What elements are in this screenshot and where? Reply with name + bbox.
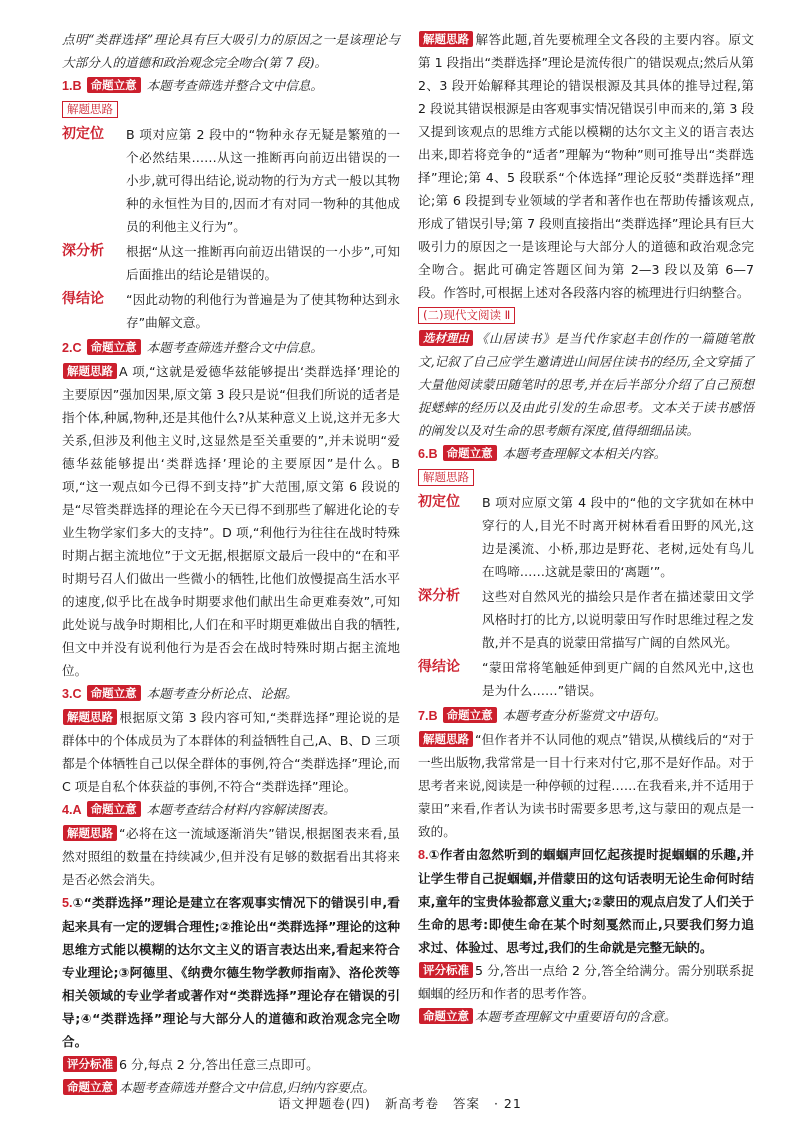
step-text: B 项对应原文第 4 段中的“他的文字犹如在林中穿行的人,目光不时离开树林看看田野的风光,这边是溪流、小桥,那边是野花、老树,远处有鸟儿在鸣啼……这就是蒙田的‘离题’”。 [482,495,754,579]
page-number: · 21 [493,1096,522,1111]
left-column [62,28,400,1099]
question-number: 5. [62,896,73,910]
step-label: 深分析 [418,588,460,604]
question-1 [62,74,400,98]
tag-mingti: 命题立意 [443,445,497,461]
question-number: 3.C [62,687,82,701]
intro-text: 点明“类群选择”理论具有巨大吸引力的原因之一是该理论与大部分人的道德和政治观念完全吻合(第 7 段)。 [62,32,400,70]
tag-text: 本题考查结合材料内容解读图表。 [146,802,336,817]
step-text: 根据“从这一推断再向前迈出错误的一小步”,可知后面推出的结论是错误的。 [126,244,400,282]
q8-intent [418,1005,754,1028]
q1-step-1 [62,123,400,238]
q2-analysis [62,360,400,682]
question-7 [418,704,754,728]
section-heading-line [418,304,754,327]
tag-jieti: 解题思路 [62,101,118,118]
step-text: 这些对自然风光的描绘只是作者在描述蒙田文学风格时打的比方,以说明蒙田写作时思维过程之发散,并不是真的说蒙田常描写广阔的自然风光。 [482,589,754,650]
question-number: 1.B [62,79,82,93]
question-8 [418,843,754,959]
tag-mingti: 命题立意 [87,77,141,93]
tag-jieti: 解题思路 [63,709,117,725]
step-text: “因此动物的利他行为普遍是为了使其物种达到永存”曲解文意。 [126,292,400,330]
step-label: 深分析 [62,243,104,259]
tag-jieti: 解题思路 [63,363,117,379]
section-heading: (二)现代文阅读 Ⅱ [418,307,515,324]
tag-jieti: 解题思路 [419,31,473,47]
question-4 [62,798,400,822]
q3-analysis [62,706,400,798]
tag-xuancai: 选材理由 [419,330,473,346]
score-text: 5 分,答出一点给 2 分,答全给满分。需分别联系捉蝈蝈的经历和作者的思考作答。 [418,963,754,1001]
analysis-text: 解答此题,首先要梳理全文各段的主要内容。原文第 1 段指出“类群选择”理论是流传很广的错误观点;然后从第 2、3 段开始解释其理论的错误根源及其具体的推导过程,第 2 段说其错误根源是由客观事实情况错误引申而来的,第 3 段又提到该观点的思维方式能以模糊的达尔文主义的语言表达出来,即若将竞争的“适者”理解为“物种”则可推导出“类群选择”理论;第 4、5 段联系“个体选择”理论反驳“类群选择”理论;第 6 段提到专业领域的学者和著作也在帮助传播该观点,形成了错误引导;第 7 段则直接指出“类群选择”理论具有巨大吸引力的原因之一是该理论与大部分人的道德和政治观念完全吻合。据此可确定答题区间为第 2—3 段以及第 6—7 段。作答时,可根据上述对各段落内容的梳理进行归纳整合。 [418,32,754,300]
question-number: 6.B [418,447,438,461]
q4-analysis [62,822,400,891]
answer-text: ①“类群选择”理论是建立在客观事实情况下的错误引申,看起来具有一定的逻辑合理性;②推论出“类群选择”理论的这种思维方式能以模糊的达尔文主义的语言表达出来,看起来符合专业理论;③阿德里、《纳费尔德生物学教师指南》、洛伦茨等相关领域的专业学者或著作对“类群选择”理论存在错误的引导;④“类群选择”理论与大部分人的道德和政治观念完全吻合。 [62,895,400,1049]
q5-tail-analysis [418,28,754,304]
footer-subtitle: 新高考卷 [384,1096,439,1111]
question-3 [62,682,400,706]
right-column [418,28,754,1028]
score-text: 6 分,每点 2 分,答出任意三点即可。 [119,1057,319,1072]
step-label: 初定位 [62,126,104,142]
q8-score [418,959,754,1005]
tag-mingti: 命题立意 [443,707,497,723]
tag-mingti: 命题立意 [63,1079,117,1095]
tag-text: 本题考查分析论点、论据。 [146,686,298,701]
tag-text: 本题考查筛选并整合文中信息。 [146,340,323,355]
step-label: 得结论 [62,291,104,307]
tag-jieti: 解题思路 [63,825,117,841]
q1-step-3 [62,288,400,334]
tag-mingti: 命题立意 [87,339,141,355]
question-6 [418,442,754,466]
page-footer [0,1094,800,1112]
q6-subtag-line [418,466,754,489]
footer-title: 语文押题卷(四) [278,1096,371,1111]
question-2 [62,336,400,360]
q6-step-2 [418,585,754,654]
answer-text: ①作者由忽然听到的蝈蝈声回忆起孩提时捉蝈蝈的乐趣,并让学生带自己捉蝈蝈,并借蒙田的这句话表明无论生命何时结束,童年的宝贵体验都意义重大;②蒙田的观点启发了人们关于生命的思考:即使生命在某个时刻戛然而止,只要我们努力追求过、体验过、思考过,我们的生命就是完整无缺的。 [418,847,754,955]
tag-mingti: 命题立意 [419,1008,473,1024]
analysis-text: “但作者并不认同他的观点”错误,从横线后的“对于一些出版物,我常常是一目十行来对付它,那不是好作品。对于思考者来说,阅读是一种停顿的过程……在我看来,并不适用于蒙田”来看,作者认为读书时需要多思考,这与蒙田的观点是一致的。 [418,732,754,839]
tag-jieti: 解题思路 [419,731,473,747]
tag-text: 本题考查理解文中重要语句的含意。 [475,1009,677,1024]
tag-mingti: 命题立意 [87,685,141,701]
q7-analysis [418,728,754,843]
question-number: 2.C [62,341,82,355]
step-text: “蒙田常将笔触延伸到更广阔的自然风光中,这也是为什么……”错误。 [482,660,754,698]
section-intro-text: 《山居读书》是当代作家赵丰创作的一篇随笔散文,记叙了自己应学生邀请进山间居住读书的经历,全文穿插了大量他阅读蒙田随笔时的思考,并在后半部分介绍了自己预想捉蟋蟀的经历以及由此引发的生命思考。文本关于读书感悟的阐发以及对生命的思考颇有深度,值得细细品读。 [418,331,754,438]
tag-jieti: 解题思路 [418,469,474,486]
step-text: B 项对应第 2 段中的“物种永存无疑是繁殖的一个必然结果……从这一推断再向前迈出错误的一小步,就可得出结论,说动物的行为方式一般以其物种的永恒性为目的,因而才有对同一物种的其他成员的利他主义行为”。 [126,127,400,234]
q5-score [62,1053,400,1076]
question-number: 7.B [418,709,438,723]
section-intro [418,327,754,442]
analysis-text: A 项,“这就是爱德华兹能够提出‘类群选择’理论的主要原因”强加因果,原文第 3 段只是说“但我们所说的适者是指个体,种属,物种,还是其他什么?从某种意义上说,这并无多大关系,但涉及利他主义时,这显然是至关重要的”,并未说明“爱德华兹能够提出‘类群选择’理论的主要原因”是什么。B 项,“这一观点如今已得不到支持”扩大范围,原文第 6 段说的是“尽管类群选择的理论在今天已得不到那些了解进化论的专业生物学家们多大的支持”。D 项,“利他行为往往在战时特殊时期占据主流地位”于文无据,根据原文最后一段中的“在和平时期号召人们做出一些微小的牺牲,比他们放慢提高生活水平的速度,似乎比在战争时期要求他们献出生命更难奏效”,可知此处说与战争时期相比,人们在和平时期更难做出自我的牺牲,但文中并没有说利他行为是否会在战时特殊时期占据主流地位。 [62,364,400,678]
analysis-text: “必将在这一流域逐渐消失”错误,根据图表来看,虽然对照组的数量在持续减少,但并没有足够的数据看出其将来是否必然会消失。 [62,826,400,887]
question-number: 4.A [62,803,82,817]
analysis-text: 根据原文第 3 段内容可知,“类群选择”理论说的是群体中的个体成员为了本群体的利益牺牲自己,A、B、D 三项都是个体牺牲自己以保全群体的事例,符合“类群选择”理论,而 C 项是自私个体获益的事例,不符合“类群选择”理论。 [62,710,400,794]
footer-answer: 答案 [452,1096,480,1111]
step-label: 初定位 [418,494,460,510]
tag-text: 本题考查理解文本相关内容。 [502,446,667,461]
q6-step-3 [418,656,754,702]
question-5 [62,891,400,1053]
tag-pingfen: 评分标准 [63,1056,117,1072]
q1-step-2 [62,240,400,286]
step-label: 得结论 [418,659,460,675]
tag-mingti: 命题立意 [87,801,141,817]
q6-step-1 [418,491,754,583]
tag-pingfen: 评分标准 [419,962,473,978]
tag-text: 本题考查分析鉴赏文中语句。 [502,708,667,723]
tag-text: 本题考查筛选并整合文中信息。 [146,78,323,93]
q1-subtag-line [62,98,400,121]
tag-text: 本题考查筛选并整合文中信息,归纳内容要点。 [119,1080,375,1095]
question-number: 8. [418,848,429,862]
